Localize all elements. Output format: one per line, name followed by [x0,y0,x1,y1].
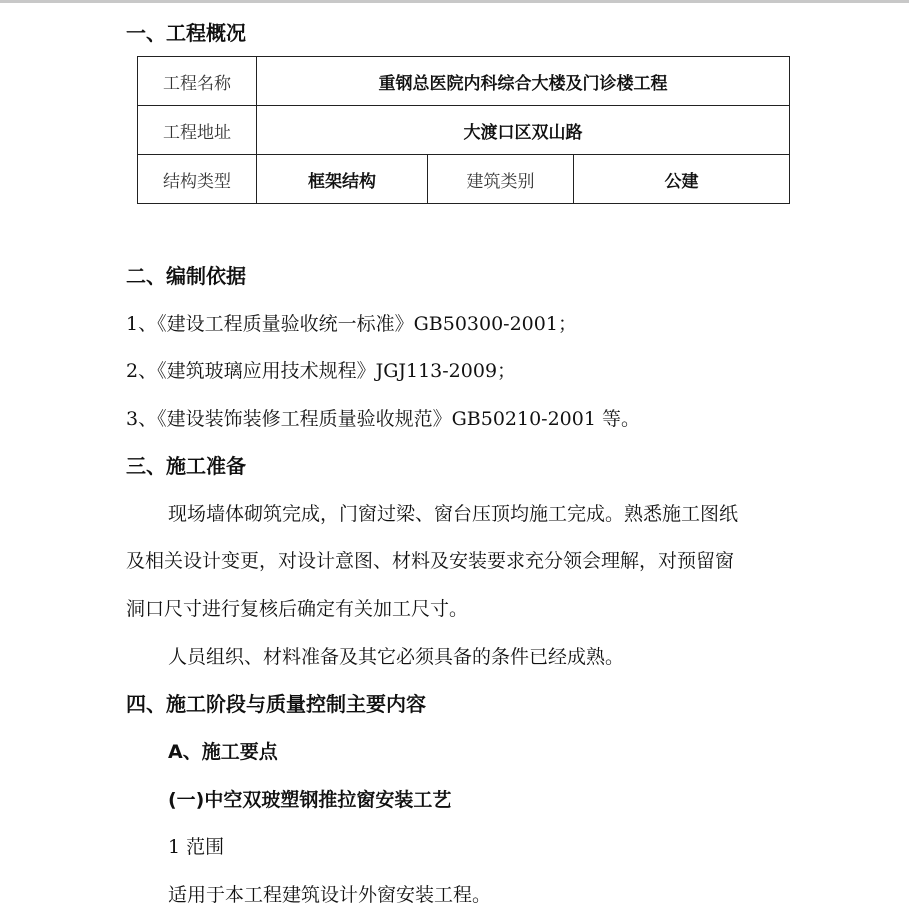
project-info-table [137,56,790,204]
preparation-paragraph-line-1: 现场墙体砌筑完成，门窗过梁、窗台压顶均施工完成。熟悉施工图纸 [168,503,739,525]
section-heading-basis: 二、编制依据 [126,264,246,288]
top-border [0,0,909,3]
project-address-label: 工程地址 [138,106,257,155]
subheading-construction-points: A、施工要点 [168,741,278,763]
building-category-label: 建筑类别 [428,155,574,204]
project-address-value: 大渡口区双山路 [257,106,790,155]
building-category-value: 公建 [574,155,790,204]
structure-type-label: 结构类型 [138,155,257,204]
preparation-paragraph-line-3: 洞口尺寸进行复核后确定有关加工尺寸。 [126,598,469,620]
project-name-label: 工程名称 [138,57,257,106]
section-heading-construction-stage: 四、施工阶段与质量控制主要内容 [126,692,426,716]
section-heading-overview: 一、工程概况 [126,21,246,45]
basis-item-3: 3、《建设装饰装修工程质量验收规范》GB50210-2001 等。 [126,408,640,430]
scope-item-text: 适用于本工程建筑设计外窗安装工程。 [168,884,492,906]
preparation-paragraph-2: 人员组织、材料准备及其它必须具备的条件已经成熟。 [168,646,625,668]
subheading-window-installation: (一)中空双玻塑钢推拉窗安装工艺 [168,789,452,811]
preparation-paragraph-line-2: 及相关设计变更，对设计意图、材料及安装要求充分领会理解，对预留窗 [126,550,735,572]
basis-item-2: 2、《建筑玻璃应用技术规程》JGJ113-2009； [126,360,517,382]
table-row [138,57,790,106]
scope-item-heading: 1 范围 [168,836,225,858]
table-row [138,106,790,155]
table-row [138,155,790,204]
section-heading-preparation: 三、施工准备 [126,454,246,478]
basis-item-1: 1、《建设工程质量验收统一标准》GB50300-2001； [126,313,577,335]
project-name-value: 重钢总医院内科综合大楼及门诊楼工程 [257,57,790,106]
structure-type-value: 框架结构 [257,155,428,204]
